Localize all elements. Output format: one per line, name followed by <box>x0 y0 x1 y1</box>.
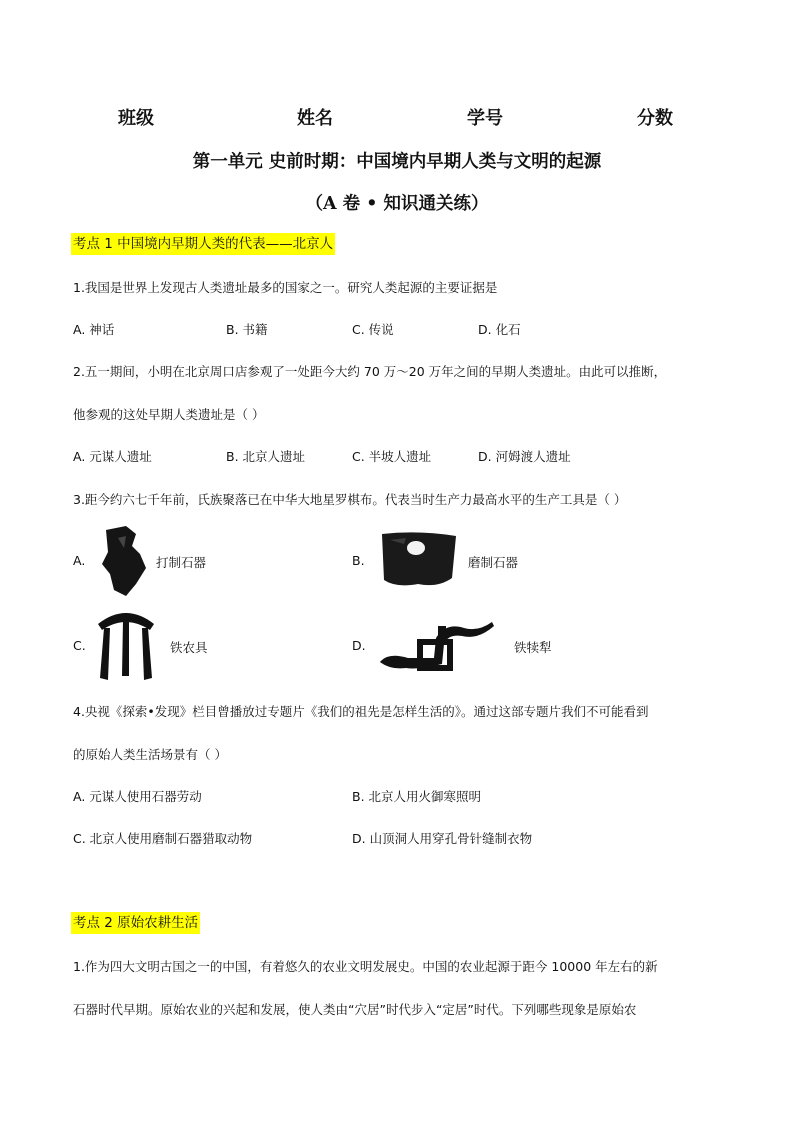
name-label: 姓名 <box>297 108 333 129</box>
q4-option-a: A. 元谋人使用石器劳动 <box>73 789 202 804</box>
q3-option-c-caption: 铁农具 <box>170 640 208 655</box>
q4-option-b: B. 北京人用火御寒照明 <box>352 789 482 804</box>
section-2-question-1-line-1: 1.作为四大文明古国之一的中国，有着悠久的农业文明发展史。中国的农业起源于距今 10000 年左右的新 <box>73 959 658 974</box>
question-1-text: 1.我国是世界上发现古人类遗址最多的国家之一。研究人类起源的主要证据是 <box>73 280 498 295</box>
question-4-line-1: 4.央视《探索•发现》栏目曾播放过专题片《我们的祖先是怎样生活的》。通过这部专题片我们不可能看到 <box>73 704 649 719</box>
q1-option-d: D. 化石 <box>478 322 521 337</box>
q2-option-c: C. 半坡人遗址 <box>352 449 432 464</box>
q2-option-b: B. 北京人遗址 <box>226 449 306 464</box>
student-info-row <box>0 104 794 130</box>
q4-option-c: C. 北京人使用磨制石器猎取动物 <box>73 831 253 846</box>
question-3-text: 3.距今约六七千年前，氏族聚落已在中华大地星罗棋布。代表当时生产力最高水平的生产工具是（ ） <box>73 492 627 507</box>
class-label: 班级 <box>118 108 154 129</box>
section-2-label: 考点 2 原始农耕生活 <box>71 912 200 934</box>
page-subtitle: （A 卷 • 知识通关练） <box>305 194 489 214</box>
q2-option-d: D. 河姆渡人遗址 <box>478 449 571 464</box>
student-id-label: 学号 <box>467 108 503 129</box>
chipped-stone-tool-icon <box>96 524 152 598</box>
page-title: 第一单元 史前时期：中国境内早期人类与文明的起源 <box>192 152 602 172</box>
q3-option-d-caption: 铁犊犁 <box>514 640 552 655</box>
question-2-line-1: 2.五一期间，小明在北京周口店参观了一处距今大约 70 万～20 万年之间的早期人类遗址。由此可以推断， <box>73 364 667 379</box>
q3-option-d-letter: D. <box>352 638 366 653</box>
q1-option-c: C. 传说 <box>352 322 394 337</box>
q3-option-b-letter: B. <box>352 553 365 568</box>
iron-rake-icon <box>94 606 158 684</box>
q3-option-a-letter: A. <box>73 553 86 568</box>
section-1-label: 考点 1 中国境内早期人类的代表——北京人 <box>71 233 335 255</box>
question-4-line-2: 的原始人类生活场景有（ ） <box>73 747 227 762</box>
q3-option-c-letter: C. <box>73 638 86 653</box>
q4-option-d: D. 山顶洞人用穿孔骨针缝制衣物 <box>352 831 533 846</box>
section-2-question-1-line-2: 石器时代早期。原始农业的兴起和发展，使人类由“穴居”时代步入“定居”时代。下列哪些现象是原始农 <box>73 1002 637 1017</box>
q2-option-a: A. 元谋人遗址 <box>73 449 152 464</box>
q3-option-b-caption: 磨制石器 <box>468 555 519 570</box>
polished-stone-tool-icon <box>376 530 460 588</box>
q3-option-a-caption: 打制石器 <box>156 555 207 570</box>
question-2-line-2: 他参观的这处早期人类遗址是（ ） <box>73 407 265 422</box>
q1-option-b: B. 书籍 <box>226 322 268 337</box>
iron-plough-icon <box>378 618 496 674</box>
q1-option-a: A. 神话 <box>73 322 115 337</box>
score-label: 分数 <box>637 108 673 129</box>
